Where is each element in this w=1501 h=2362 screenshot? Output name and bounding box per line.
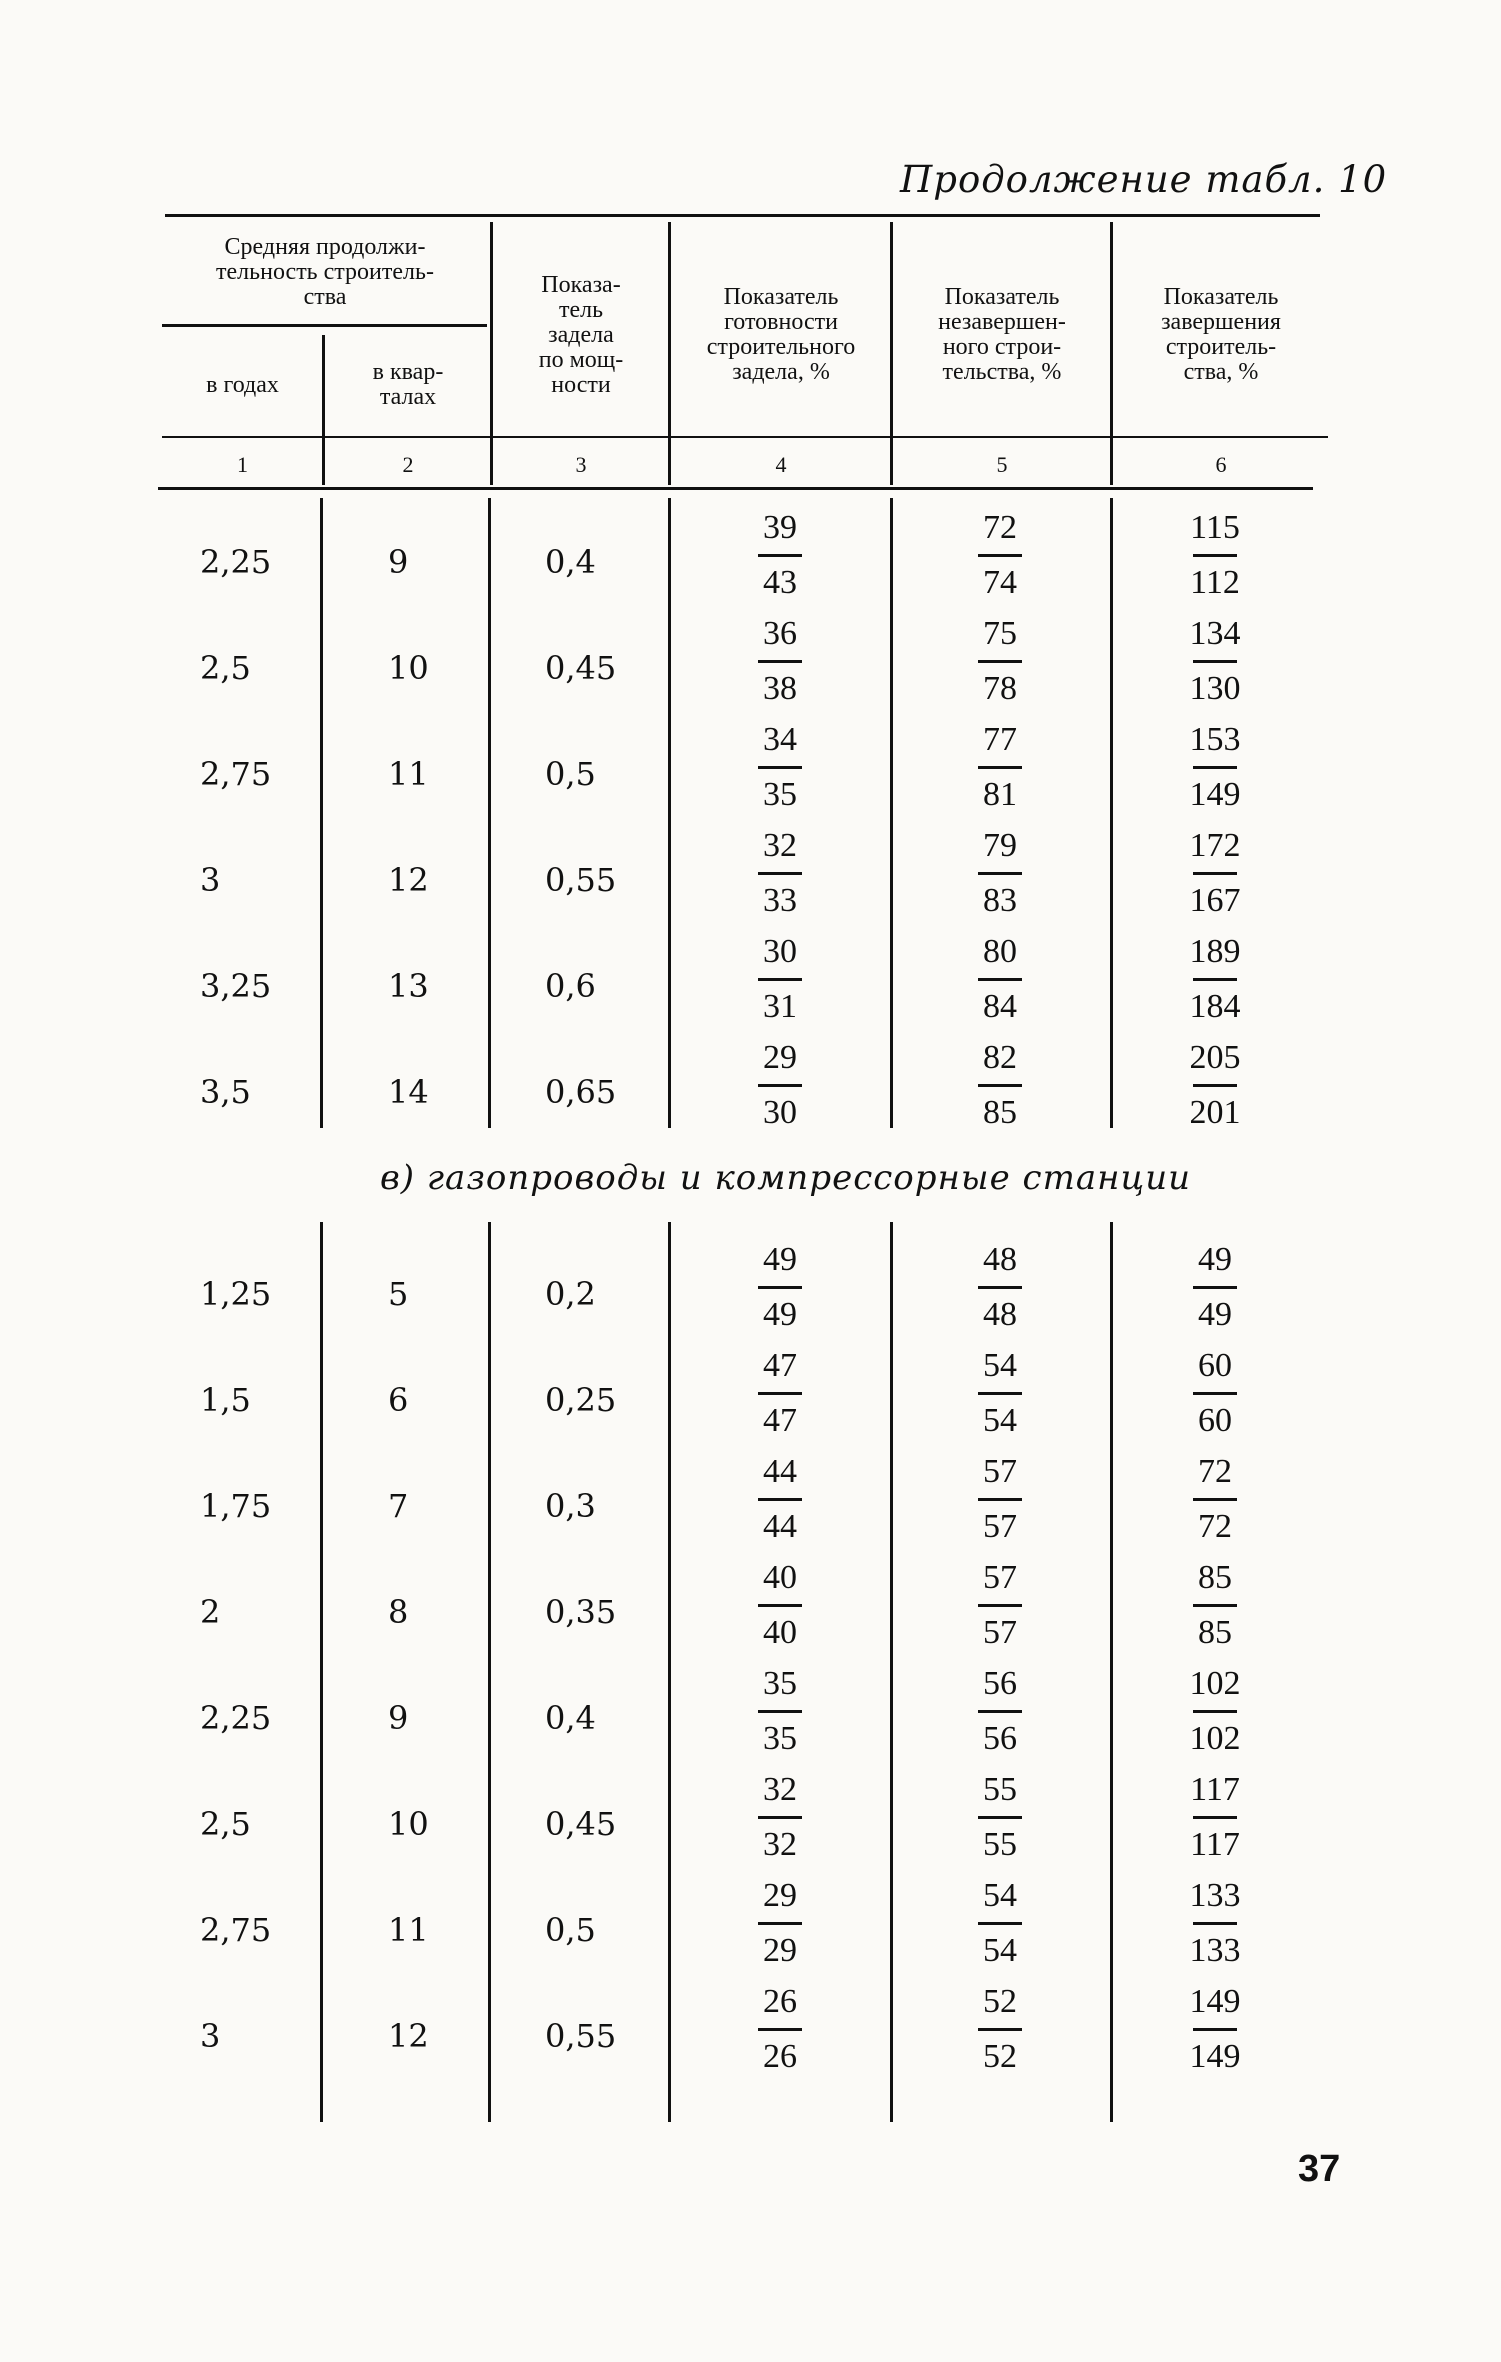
fraction-c6 xyxy=(1185,1876,1245,1971)
header-divider xyxy=(668,222,671,485)
fraction-denominator: 74 xyxy=(983,564,1017,601)
fraction-c6 xyxy=(1185,720,1245,815)
fraction-c5 xyxy=(970,1346,1030,1441)
header-reserve: Показа- тель задела по мощ- ности xyxy=(538,271,624,398)
header-bottom-rule xyxy=(162,436,1328,438)
fraction-numerator: 52 xyxy=(983,1983,1017,2020)
fraction-c6 xyxy=(1185,1770,1245,1865)
fraction-denominator: 35 xyxy=(763,1720,797,1757)
fraction-numerator: 115 xyxy=(1190,509,1240,546)
fraction-bar xyxy=(758,1286,802,1289)
fraction-c6 xyxy=(1185,1452,1245,1547)
fraction-c4 xyxy=(750,1346,810,1441)
header-top-rule xyxy=(165,214,1320,217)
fraction-denominator: 49 xyxy=(763,1296,797,1333)
fraction-numerator: 102 xyxy=(1189,1665,1241,1702)
column-number: 2 xyxy=(402,452,414,477)
fraction-numerator: 55 xyxy=(983,1771,1017,1808)
fraction-bar xyxy=(978,978,1022,981)
cell-years: 2 xyxy=(200,1593,221,1631)
body-divider xyxy=(320,1222,323,2122)
fraction-bar xyxy=(1193,554,1237,557)
fraction-c6 xyxy=(1185,1664,1245,1759)
fraction-bar xyxy=(1193,1392,1237,1395)
fraction-numerator: 26 xyxy=(763,1983,797,2020)
fraction-numerator: 54 xyxy=(983,1877,1017,1914)
fraction-numerator: 79 xyxy=(983,827,1017,864)
fraction-bar xyxy=(1193,1604,1237,1607)
fraction-denominator: 31 xyxy=(763,988,797,1025)
fraction-denominator: 54 xyxy=(983,1402,1017,1439)
cell-quarters: 6 xyxy=(388,1381,409,1419)
header-quarters: в квар- талах xyxy=(372,359,444,410)
fraction-denominator: 49 xyxy=(1198,1296,1232,1333)
fraction-denominator: 47 xyxy=(763,1402,797,1439)
column-number: 1 xyxy=(237,452,248,477)
fraction-bar xyxy=(758,1392,802,1395)
fraction-c5 xyxy=(970,1558,1030,1653)
cell-quarters: 10 xyxy=(388,1805,429,1843)
column-number: 3 xyxy=(575,452,587,477)
body-divider xyxy=(890,498,893,1128)
cell-quarters: 9 xyxy=(388,543,409,581)
fraction-bar xyxy=(758,1604,802,1607)
fraction-numerator: 57 xyxy=(983,1453,1017,1490)
fraction-c5 xyxy=(970,932,1030,1027)
fraction-denominator: 55 xyxy=(983,1826,1017,1863)
fraction-numerator: 32 xyxy=(763,827,797,864)
cell-years: 1,75 xyxy=(200,1487,272,1525)
header-divider xyxy=(890,222,893,485)
fraction-c4 xyxy=(750,1558,810,1653)
fraction-bar xyxy=(758,1084,802,1087)
fraction-numerator: 60 xyxy=(1198,1347,1232,1384)
fraction-numerator: 149 xyxy=(1189,1983,1241,2020)
fraction-bar xyxy=(1193,1084,1237,1087)
cell-years: 3 xyxy=(200,861,221,899)
fraction-denominator: 29 xyxy=(763,1932,797,1969)
cell-reserve: 0,25 xyxy=(545,1381,617,1419)
cell-reserve: 0,45 xyxy=(545,649,617,687)
cell-quarters: 10 xyxy=(388,649,429,687)
fraction-numerator: 56 xyxy=(983,1665,1017,1702)
fraction-c5 xyxy=(970,614,1030,709)
cell-reserve: 0,4 xyxy=(545,1699,596,1737)
fraction-numerator: 77 xyxy=(983,721,1017,758)
fraction-numerator: 34 xyxy=(763,721,797,758)
cell-reserve: 0,45 xyxy=(545,1805,617,1843)
fraction-numerator: 57 xyxy=(983,1559,1017,1596)
cell-reserve: 0,4 xyxy=(545,543,596,581)
header-unfinished: Показатель незавершен- ного строи- тельства, % xyxy=(938,284,1066,385)
fraction-bar xyxy=(1193,1286,1237,1289)
fraction-c4 xyxy=(750,932,810,1027)
fraction-denominator: 72 xyxy=(1198,1508,1232,1545)
cell-quarters: 13 xyxy=(388,967,429,1005)
fraction-bar xyxy=(978,1084,1022,1087)
fraction-bar xyxy=(978,872,1022,875)
fraction-numerator: 29 xyxy=(763,1877,797,1914)
cell-years: 3,25 xyxy=(200,967,272,1005)
fraction-denominator: 56 xyxy=(983,1720,1017,1757)
fraction-numerator: 40 xyxy=(763,1559,797,1596)
fraction-c6 xyxy=(1185,1558,1245,1653)
fraction-denominator: 33 xyxy=(763,882,797,919)
fraction-c5 xyxy=(970,1664,1030,1759)
body-divider xyxy=(668,498,671,1128)
fraction-c6 xyxy=(1185,826,1245,921)
fraction-c6 xyxy=(1185,1240,1245,1335)
fraction-denominator: 26 xyxy=(763,2038,797,2075)
fraction-numerator: 47 xyxy=(763,1347,797,1384)
fraction-numerator: 72 xyxy=(1198,1453,1232,1490)
fraction-c6 xyxy=(1185,508,1245,603)
cell-years: 3,5 xyxy=(200,1073,251,1111)
header-divider xyxy=(1110,222,1113,485)
cell-quarters: 11 xyxy=(388,1911,429,1949)
cell-reserve: 0,6 xyxy=(545,967,596,1005)
body-divider xyxy=(488,498,491,1128)
fraction-bar xyxy=(978,1498,1022,1501)
fraction-denominator: 35 xyxy=(763,776,797,813)
header-completion: Показатель завершения строитель- ства, % xyxy=(1161,284,1281,385)
fraction-bar xyxy=(978,1710,1022,1713)
cell-reserve: 0,35 xyxy=(545,1593,617,1631)
fraction-bar xyxy=(758,1816,802,1819)
fraction-c5 xyxy=(970,1770,1030,1865)
fraction-denominator: 54 xyxy=(983,1932,1017,1969)
fraction-numerator: 39 xyxy=(763,509,797,546)
fraction-bar xyxy=(978,1816,1022,1819)
cell-reserve: 0,5 xyxy=(545,1911,596,1949)
fraction-denominator: 201 xyxy=(1189,1094,1241,1131)
fraction-bar xyxy=(1193,1816,1237,1819)
fraction-bar xyxy=(978,1922,1022,1925)
table-caption: Продолжение табл. 10 xyxy=(900,158,1388,201)
fraction-c4 xyxy=(750,1664,810,1759)
fraction-numerator: 54 xyxy=(983,1347,1017,1384)
column-numbers-rule xyxy=(158,487,1313,490)
fraction-denominator: 149 xyxy=(1189,776,1241,813)
fraction-denominator: 43 xyxy=(763,564,797,601)
fraction-c5 xyxy=(970,826,1030,921)
fraction-c4 xyxy=(750,614,810,709)
fraction-c4 xyxy=(750,1452,810,1547)
fraction-bar xyxy=(1193,1710,1237,1713)
fraction-bar xyxy=(758,1922,802,1925)
fraction-bar xyxy=(978,2028,1022,2031)
cell-reserve: 0,3 xyxy=(545,1487,596,1525)
section-title: в) газопроводы и компрессорные станции xyxy=(380,1158,1192,1198)
fraction-c6 xyxy=(1185,932,1245,1027)
fraction-numerator: 49 xyxy=(1198,1241,1232,1278)
cell-quarters: 12 xyxy=(388,2017,429,2055)
cell-reserve: 0,55 xyxy=(545,2017,617,2055)
fraction-numerator: 72 xyxy=(983,509,1017,546)
fraction-c5 xyxy=(970,1038,1030,1133)
fraction-bar xyxy=(758,554,802,557)
cell-quarters: 11 xyxy=(388,755,429,793)
cell-years: 3 xyxy=(200,2017,221,2055)
fraction-bar xyxy=(978,1604,1022,1607)
fraction-c5 xyxy=(970,1982,1030,2077)
header-readiness: Показатель готовности строительного задела, % xyxy=(706,284,856,385)
fraction-c4 xyxy=(750,720,810,815)
body-divider xyxy=(320,498,323,1128)
body-divider xyxy=(488,1222,491,2122)
fraction-bar xyxy=(978,1286,1022,1289)
cell-quarters: 12 xyxy=(388,861,429,899)
cell-years: 2,25 xyxy=(200,543,272,581)
fraction-denominator: 81 xyxy=(983,776,1017,813)
fraction-denominator: 112 xyxy=(1190,564,1240,601)
fraction-denominator: 102 xyxy=(1189,1720,1241,1757)
header-divider xyxy=(490,222,493,485)
fraction-numerator: 153 xyxy=(1189,721,1241,758)
fraction-numerator: 82 xyxy=(983,1039,1017,1076)
fraction-c4 xyxy=(750,508,810,603)
fraction-denominator: 78 xyxy=(983,670,1017,707)
fraction-denominator: 85 xyxy=(1198,1614,1232,1651)
fraction-numerator: 133 xyxy=(1189,1877,1241,1914)
fraction-numerator: 85 xyxy=(1198,1559,1232,1596)
fraction-bar xyxy=(978,1392,1022,1395)
fraction-bar xyxy=(758,1498,802,1501)
fraction-numerator: 117 xyxy=(1190,1771,1240,1808)
fraction-c6 xyxy=(1185,1038,1245,1133)
cell-reserve: 0,5 xyxy=(545,755,596,793)
fraction-denominator: 57 xyxy=(983,1614,1017,1651)
fraction-denominator: 60 xyxy=(1198,1402,1232,1439)
fraction-bar xyxy=(1193,872,1237,875)
fraction-c5 xyxy=(970,1452,1030,1547)
cell-quarters: 5 xyxy=(388,1275,409,1313)
fraction-c4 xyxy=(750,826,810,921)
fraction-bar xyxy=(978,660,1022,663)
fraction-numerator: 172 xyxy=(1189,827,1241,864)
column-number: 6 xyxy=(1215,452,1227,477)
fraction-bar xyxy=(758,978,802,981)
cell-years: 2,25 xyxy=(200,1699,272,1737)
fraction-numerator: 189 xyxy=(1189,933,1241,970)
cell-years: 2,75 xyxy=(200,755,272,793)
fraction-denominator: 48 xyxy=(983,1296,1017,1333)
fraction-denominator: 52 xyxy=(983,2038,1017,2075)
body-divider xyxy=(890,1222,893,2122)
fraction-denominator: 32 xyxy=(763,1826,797,1863)
fraction-c4 xyxy=(750,1770,810,1865)
fraction-numerator: 30 xyxy=(763,933,797,970)
fraction-c4 xyxy=(750,1876,810,1971)
header-years: в годах xyxy=(206,371,279,398)
cell-years: 2,75 xyxy=(200,1911,272,1949)
fraction-c4 xyxy=(750,1982,810,2077)
fraction-bar xyxy=(1193,978,1237,981)
fraction-c4 xyxy=(750,1240,810,1335)
fraction-numerator: 36 xyxy=(763,615,797,652)
fraction-denominator: 85 xyxy=(983,1094,1017,1131)
cell-quarters: 8 xyxy=(388,1593,409,1631)
fraction-numerator: 49 xyxy=(763,1241,797,1278)
fraction-c5 xyxy=(970,508,1030,603)
fraction-denominator: 83 xyxy=(983,882,1017,919)
fraction-c6 xyxy=(1185,614,1245,709)
fraction-numerator: 35 xyxy=(763,1665,797,1702)
column-number: 5 xyxy=(996,452,1008,477)
header-group-duration: Средняя продолжи- тельность строитель- ства xyxy=(216,233,434,310)
fraction-c6 xyxy=(1185,1982,1245,2077)
fraction-numerator: 205 xyxy=(1189,1039,1241,1076)
fraction-denominator: 38 xyxy=(763,670,797,707)
fraction-bar xyxy=(758,872,802,875)
fraction-bar xyxy=(1193,1922,1237,1925)
fraction-bar xyxy=(1193,766,1237,769)
fraction-numerator: 75 xyxy=(983,615,1017,652)
cell-years: 1,5 xyxy=(200,1381,251,1419)
fraction-numerator: 44 xyxy=(763,1453,797,1490)
body-divider xyxy=(1110,498,1113,1128)
cell-reserve: 0,65 xyxy=(545,1073,617,1111)
header-divider xyxy=(322,335,325,485)
fraction-denominator: 133 xyxy=(1189,1932,1241,1969)
fraction-denominator: 57 xyxy=(983,1508,1017,1545)
fraction-denominator: 44 xyxy=(763,1508,797,1545)
cell-reserve: 0,55 xyxy=(545,861,617,899)
fraction-bar xyxy=(758,2028,802,2031)
cell-reserve: 0,2 xyxy=(545,1275,596,1313)
fraction-denominator: 84 xyxy=(983,988,1017,1025)
fraction-bar xyxy=(1193,2028,1237,2031)
body-divider xyxy=(668,1222,671,2122)
fraction-numerator: 134 xyxy=(1189,615,1241,652)
fraction-numerator: 80 xyxy=(983,933,1017,970)
page-number: 37 xyxy=(1298,2148,1341,2190)
fraction-denominator: 184 xyxy=(1189,988,1241,1025)
fraction-c4 xyxy=(750,1038,810,1133)
fraction-denominator: 130 xyxy=(1189,670,1241,707)
cell-years: 1,25 xyxy=(200,1275,272,1313)
fraction-denominator: 30 xyxy=(763,1094,797,1131)
fraction-c6 xyxy=(1185,1346,1245,1441)
fraction-c5 xyxy=(970,1876,1030,1971)
fraction-c5 xyxy=(970,1240,1030,1335)
fraction-bar xyxy=(758,1710,802,1713)
fraction-numerator: 32 xyxy=(763,1771,797,1808)
cell-years: 2,5 xyxy=(200,1805,251,1843)
fraction-bar xyxy=(758,660,802,663)
fraction-numerator: 29 xyxy=(763,1039,797,1076)
header-group-rule xyxy=(162,324,487,327)
fraction-bar xyxy=(978,766,1022,769)
cell-quarters: 9 xyxy=(388,1699,409,1737)
cell-years: 2,5 xyxy=(200,649,251,687)
body-divider xyxy=(1110,1222,1113,2122)
fraction-denominator: 167 xyxy=(1189,882,1241,919)
fraction-c5 xyxy=(970,720,1030,815)
fraction-bar xyxy=(758,766,802,769)
fraction-denominator: 40 xyxy=(763,1614,797,1651)
fraction-bar xyxy=(1193,660,1237,663)
fraction-bar xyxy=(1193,1498,1237,1501)
fraction-denominator: 117 xyxy=(1190,1826,1240,1863)
fraction-denominator: 149 xyxy=(1189,2038,1241,2075)
cell-quarters: 7 xyxy=(388,1487,409,1525)
fraction-bar xyxy=(978,554,1022,557)
fraction-numerator: 48 xyxy=(983,1241,1017,1278)
column-number: 4 xyxy=(775,452,787,477)
cell-quarters: 14 xyxy=(388,1073,429,1111)
